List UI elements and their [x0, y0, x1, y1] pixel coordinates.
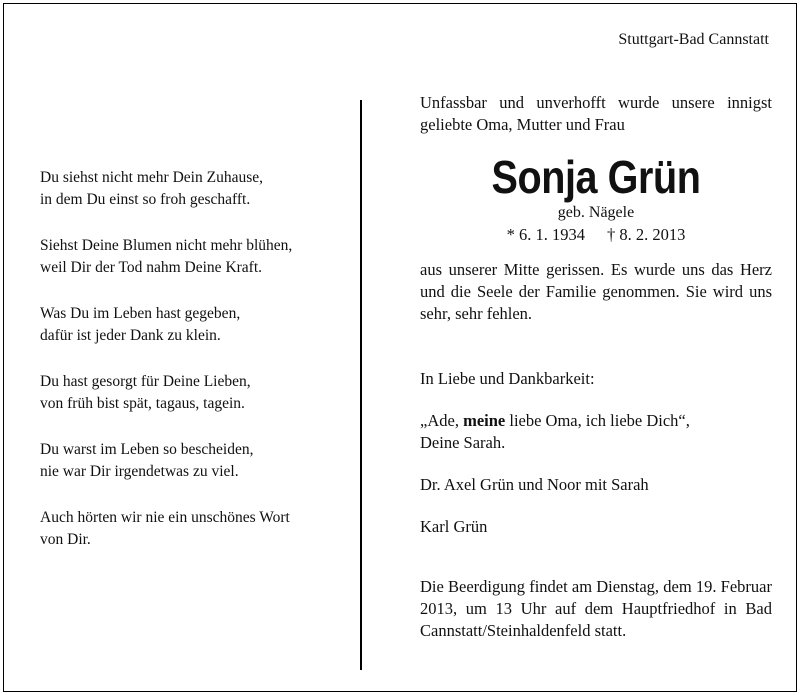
poem-line: nie war Dir irgendetwas zu viel. [40, 463, 239, 480]
notice-column [420, 92, 772, 642]
poem-line: in dem Du einst so froh geschafft. [40, 191, 251, 208]
family-line: Karl Grün [420, 517, 488, 536]
poem-line: Du hast gesorgt für Deine Lieben, [40, 373, 251, 390]
poem-stanza [40, 439, 340, 483]
obituary-notice [3, 3, 797, 692]
birth-name: geb. Nägele [557, 204, 635, 221]
quote-line [420, 410, 772, 432]
quote-emphasis: meine [463, 411, 506, 430]
quote-start: „Ade, [420, 411, 464, 430]
closing-text: In Liebe und Dankbarkeit: [420, 369, 595, 388]
poem-line: Siehst Deine Blumen nicht mehr blühen, [40, 237, 293, 254]
quote [420, 410, 772, 454]
funeral-text: Die Beerdigung findet am Dienstag, dem 19. Februar 2013, um 13 Uhr auf dem Hauptfriedhof in Bad Cannstatt/Steinhaldenfeld statt. [420, 577, 772, 640]
poem-line: Was Du im Leben hast gegeben, [40, 305, 241, 322]
life-dates [420, 224, 772, 246]
poem-stanza [40, 167, 340, 211]
poem-line: Auch hörten wir nie ein unschönes Wort [40, 509, 290, 526]
location-text: Stuttgart-Bad Cannstatt [618, 31, 769, 48]
poem-line: weil Dir der Tod nahm Deine Kraft. [40, 259, 263, 276]
vertical-divider [360, 100, 362, 670]
quote-end: liebe Oma, ich liebe Dich“, [505, 411, 690, 430]
poem-stanza [40, 507, 340, 551]
poem-line: von früh bist spät, tagaus, tagein. [40, 395, 245, 412]
poem [40, 167, 340, 575]
poem-line: dafür ist jeder Dank zu klein. [40, 327, 221, 344]
family-line: Dr. Axel Grün und Noor mit Sarah [420, 475, 649, 494]
poem-stanza [40, 303, 340, 347]
intro-text: Unfassbar und unverhofft wurde unsere innigst geliebte Oma, Mutter und Frau [420, 93, 772, 134]
poem-line: von Dir. [40, 531, 91, 548]
death-date: † 8. 2. 2013 [607, 225, 686, 244]
birth-date: * 6. 1. 1934 [506, 225, 585, 244]
poem-stanza [40, 235, 340, 279]
deceased-name: Sonja Grün [491, 151, 701, 203]
quote-signature: Deine Sarah. [420, 433, 506, 452]
poem-line: Du siehst nicht mehr Dein Zuhause, [40, 169, 263, 186]
poem-line: Du warst im Leben so bescheiden, [40, 441, 254, 458]
poem-stanza [40, 371, 340, 415]
passage-text: aus unserer Mitte gerissen. Es wurde uns das Herz und die Seele der Familie genommen. Sie wird uns sehr, sehr fehlen. [420, 260, 772, 323]
